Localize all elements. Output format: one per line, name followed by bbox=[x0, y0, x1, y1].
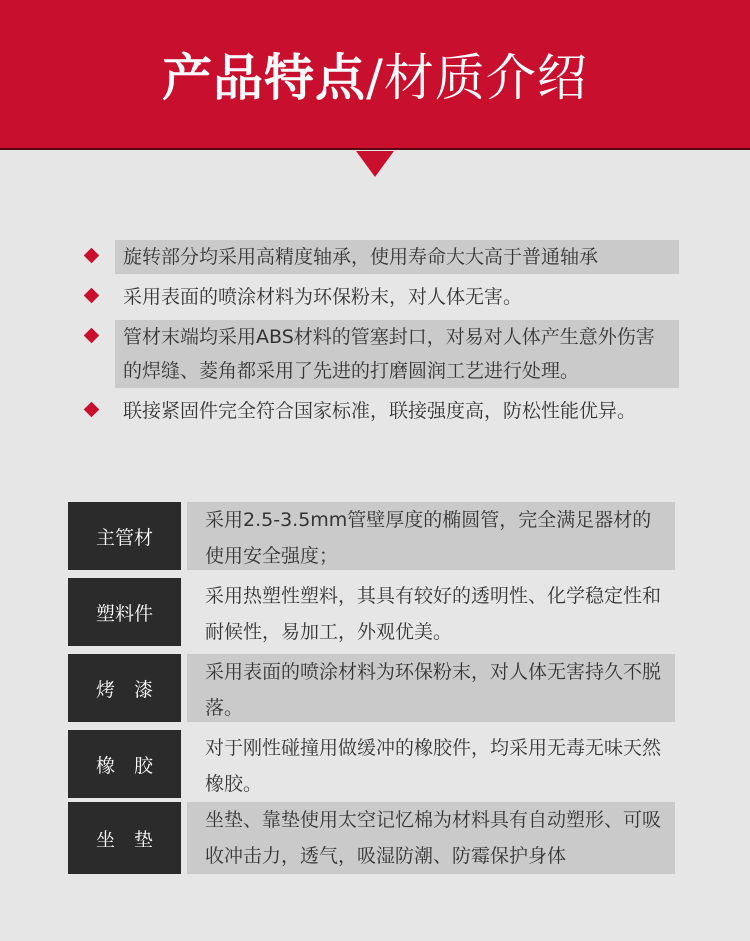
feature-list bbox=[80, 240, 680, 434]
spec-label: 橡 胶 bbox=[68, 730, 181, 798]
page-title bbox=[162, 38, 588, 110]
title-light: /材质介绍 bbox=[366, 49, 588, 107]
feature-text: 管材末端均采用ABS材料的管塞封口，对易对人体产生意外伤害的焊缝、菱角都采用了先进的打磨圆润工艺进行处理。 bbox=[115, 320, 679, 388]
spec-desc: 采用2.5-3.5mm管壁厚度的椭圆管，完全满足器材的使用安全强度； bbox=[187, 502, 675, 570]
feature-text: 联接紧固件完全符合国家标准，联接强度高，防松性能优异。 bbox=[123, 400, 637, 422]
diamond-bullet-icon bbox=[84, 328, 100, 344]
header-banner bbox=[0, 0, 750, 150]
spec-row-plastic bbox=[68, 578, 675, 646]
spec-label: 烤 漆 bbox=[68, 654, 181, 722]
feature-item bbox=[80, 394, 680, 428]
spec-desc: 采用热塑性塑料，其具有较好的透明性、化学稳定性和耐候性，易加工，外观优美。 bbox=[205, 585, 662, 643]
spec-row-main-tube bbox=[68, 502, 675, 570]
spec-row-paint bbox=[68, 654, 675, 722]
diamond-bullet-icon bbox=[84, 288, 100, 304]
spec-label: 坐 垫 bbox=[68, 802, 181, 874]
down-arrow-icon bbox=[356, 151, 394, 177]
title-strong: 产品特点 bbox=[162, 49, 367, 107]
diamond-bullet-icon bbox=[84, 402, 100, 418]
spec-desc: 对于刚性碰撞用做缓冲的橡胶件，均采用无毒无味天然橡胶。 bbox=[205, 737, 662, 795]
feature-item bbox=[80, 280, 680, 314]
spec-desc: 坐垫、靠垫使用太空记忆棉为材料具有自动塑形、可吸收冲击力，透气，吸湿防潮、防霉保护身体 bbox=[187, 802, 675, 874]
feature-text: 旋转部分均采用高精度轴承，使用寿命大大高于普通轴承 bbox=[115, 240, 679, 274]
diamond-bullet-icon bbox=[84, 248, 100, 264]
feature-text: 采用表面的喷涂材料为环保粉末，对人体无害。 bbox=[123, 286, 523, 308]
spec-row-cushion bbox=[68, 802, 675, 874]
spec-desc: 采用表面的喷涂材料为环保粉末，对人体无害持久不脱落。 bbox=[187, 654, 675, 722]
feature-item bbox=[80, 240, 680, 274]
spec-row-rubber bbox=[68, 730, 675, 798]
feature-item bbox=[80, 320, 680, 388]
spec-label: 塑料件 bbox=[68, 578, 181, 646]
spec-label: 主管材 bbox=[68, 502, 181, 570]
